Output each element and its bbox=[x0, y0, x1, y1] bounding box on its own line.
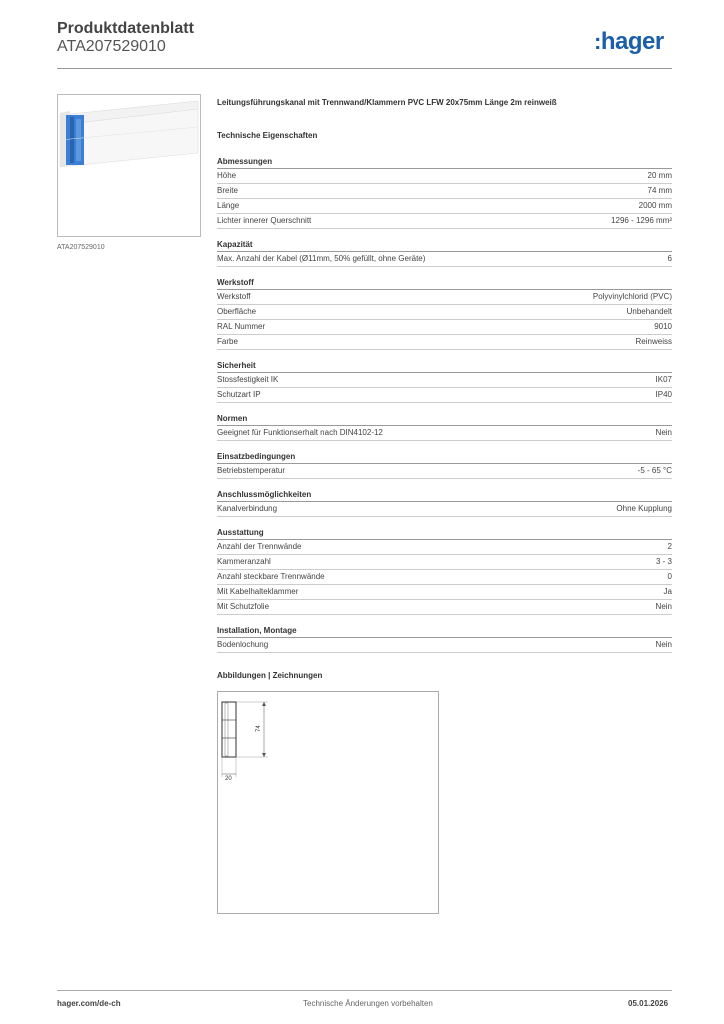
image-caption: ATA207529010 bbox=[57, 244, 105, 251]
spec-section bbox=[217, 489, 672, 517]
spec-label: Lichter innerer Querschnitt bbox=[217, 216, 312, 225]
spec-value: 2000 mm bbox=[638, 201, 672, 210]
spec-value: IP40 bbox=[655, 390, 672, 399]
section-title: Einsatzbedingungen bbox=[217, 451, 672, 464]
spec-row bbox=[217, 540, 672, 555]
dim-width-label: 20 bbox=[225, 776, 232, 782]
spec-label: Stossfestigkeit IK bbox=[217, 375, 279, 384]
section-title: Anschlussmöglichkeiten bbox=[217, 489, 672, 502]
spec-row bbox=[217, 252, 672, 267]
spec-section bbox=[217, 360, 672, 403]
spec-value: Ohne Kupplung bbox=[616, 504, 672, 513]
dim-height-label: 74 bbox=[256, 725, 262, 732]
spec-section bbox=[217, 277, 672, 350]
spec-value: 6 bbox=[667, 254, 672, 263]
page-title: Produktdatenblatt bbox=[57, 20, 194, 37]
spec-row bbox=[217, 638, 672, 653]
spec-label: Kammeranzahl bbox=[217, 557, 271, 566]
spec-value: Ja bbox=[663, 587, 672, 596]
spec-value: 2 bbox=[667, 542, 672, 551]
spec-row bbox=[217, 555, 672, 570]
spec-row bbox=[217, 600, 672, 615]
spec-label: Kanalverbindung bbox=[217, 504, 278, 513]
section-title: Werkstoff bbox=[217, 277, 672, 290]
footer-disclaimer: Technische Änderungen vorbehalten bbox=[303, 999, 433, 1008]
spec-label: Betriebstemperatur bbox=[217, 466, 286, 475]
spec-value: 1296 - 1296 mm² bbox=[611, 216, 672, 225]
figures-title: Abbildungen | Zeichnungen bbox=[217, 671, 323, 680]
spec-row bbox=[217, 184, 672, 199]
spec-value: Polyvinylchlorid (PVC) bbox=[592, 292, 672, 301]
spec-row bbox=[217, 214, 672, 229]
spec-label: Anzahl steckbare Trennwände bbox=[217, 572, 325, 581]
section-title: Installation, Montage bbox=[217, 625, 672, 638]
spec-label: Mit Schutzfolie bbox=[217, 602, 270, 611]
section-title: Normen bbox=[217, 413, 672, 426]
spec-value: Nein bbox=[655, 428, 672, 437]
spec-row bbox=[217, 388, 672, 403]
spec-section bbox=[217, 527, 672, 615]
spec-label: Oberfläche bbox=[217, 307, 257, 316]
technical-drawing bbox=[217, 691, 439, 914]
section-title: Sicherheit bbox=[217, 360, 672, 373]
spec-row bbox=[217, 320, 672, 335]
spec-label: Länge bbox=[217, 201, 240, 210]
section-title: Abmessungen bbox=[217, 156, 672, 169]
footer-divider bbox=[57, 990, 672, 991]
spec-row bbox=[217, 199, 672, 214]
spec-row bbox=[217, 373, 672, 388]
spec-value: 74 mm bbox=[647, 186, 672, 195]
footer-website-link[interactable]: hager.com/de-ch bbox=[57, 999, 121, 1008]
spec-label: Mit Kabelhalteklammer bbox=[217, 587, 299, 596]
product-description: Leitungsführungskanal mit Trennwand/Klammern PVC LFW 20x75mm Länge 2m reinweiß bbox=[217, 98, 557, 107]
spec-section bbox=[217, 451, 672, 479]
spec-value: Nein bbox=[655, 602, 672, 611]
spec-value: 20 mm bbox=[647, 171, 672, 180]
spec-row bbox=[217, 426, 672, 441]
spec-row bbox=[217, 335, 672, 350]
spec-value: 3 - 3 bbox=[655, 557, 672, 566]
section-title: Kapazität bbox=[217, 239, 672, 252]
tech-heading: Technische Eigenschaften bbox=[217, 131, 318, 140]
spec-label: Bodenlochung bbox=[217, 640, 269, 649]
spec-section bbox=[217, 413, 672, 441]
spec-row bbox=[217, 464, 672, 479]
spec-row bbox=[217, 502, 672, 517]
article-number: ATA207529010 bbox=[57, 38, 166, 55]
spec-value: Reinweiss bbox=[635, 337, 672, 346]
spec-row bbox=[217, 305, 672, 320]
section-title: Ausstattung bbox=[217, 527, 672, 540]
spec-label: Werkstoff bbox=[217, 292, 251, 301]
spec-label: Farbe bbox=[217, 337, 238, 346]
spec-value: Unbehandelt bbox=[626, 307, 672, 316]
spec-value: 9010 bbox=[654, 322, 672, 331]
spec-row bbox=[217, 169, 672, 184]
footer-date: 05.01.2026 bbox=[628, 999, 669, 1008]
spec-row bbox=[217, 585, 672, 600]
spec-label: Anzahl der Trennwände bbox=[217, 542, 302, 551]
spec-content bbox=[217, 97, 672, 653]
spec-section bbox=[217, 156, 672, 229]
spec-section bbox=[217, 239, 672, 267]
hager-logo[interactable]: :hager bbox=[594, 28, 664, 55]
spec-value: -5 - 65 °C bbox=[637, 466, 672, 475]
header-divider bbox=[57, 68, 672, 69]
spec-row bbox=[217, 570, 672, 585]
spec-value: Nein bbox=[655, 640, 672, 649]
spec-label: Geeignet für Funktionserhalt nach DIN4102-12 bbox=[217, 428, 383, 437]
spec-row bbox=[217, 290, 672, 305]
spec-value: 0 bbox=[667, 572, 672, 581]
product-image bbox=[57, 94, 201, 237]
spec-label: RAL Nummer bbox=[217, 322, 266, 331]
spec-section bbox=[217, 625, 672, 653]
spec-label: Schutzart IP bbox=[217, 390, 261, 399]
spec-label: Max. Anzahl der Kabel (Ø11mm, 50% gefüllt, ohne Geräte) bbox=[217, 254, 426, 263]
spec-label: Breite bbox=[217, 186, 238, 195]
spec-value: IK07 bbox=[655, 375, 672, 384]
spec-label: Höhe bbox=[217, 171, 237, 180]
